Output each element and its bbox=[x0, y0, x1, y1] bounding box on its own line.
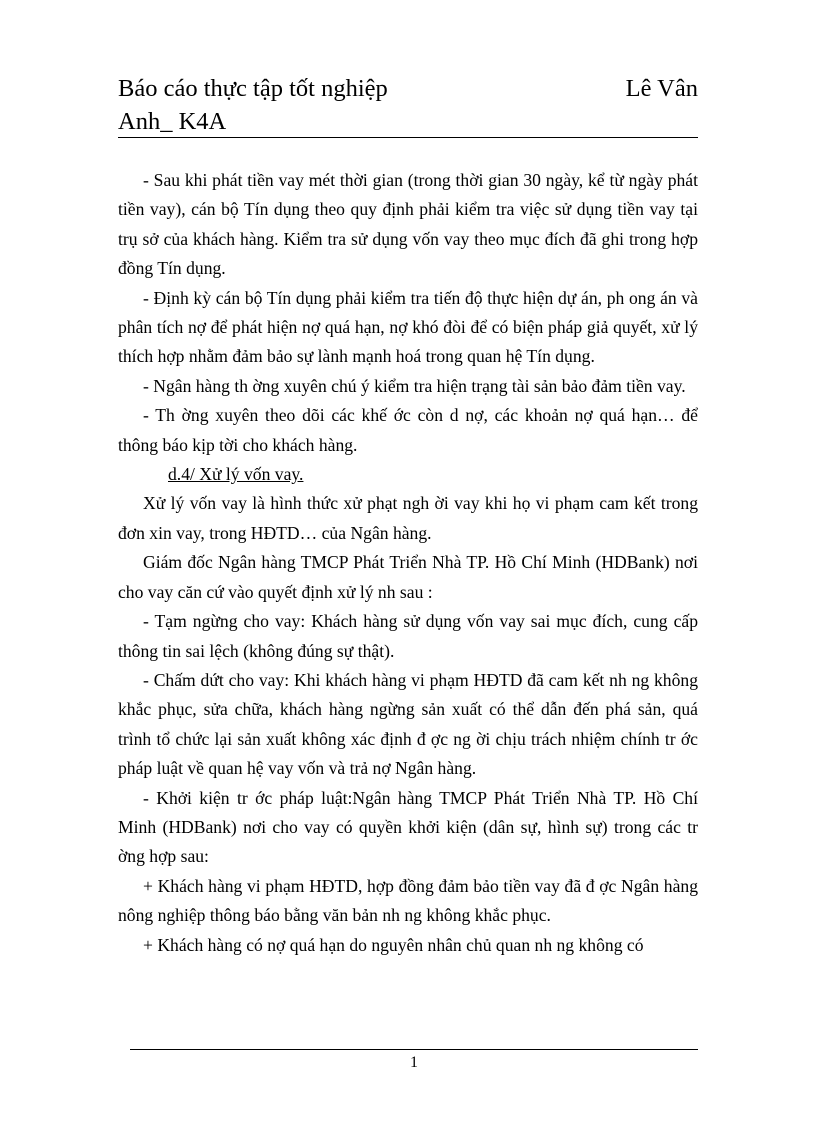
header-divider bbox=[118, 137, 698, 138]
header-line-1 bbox=[118, 72, 698, 105]
section-heading-text: d.4/ Xử lý vốn vay. bbox=[168, 464, 304, 485]
paragraph-loan-disbursement-check: - Sau khi phát tiền vay mét thời gian (trong thời gian 30 ngày, kể từ ngày phát tiền vay), cán bộ Tín dụng theo quy định phải kiểm tra việc sử dụng tiền vay tại trụ sở của khách hàng. Kiểm tra sử dụng vốn vay theo mục đích đã ghi trong hợp đồng Tín dụng. bbox=[118, 170, 698, 279]
document-body bbox=[118, 166, 698, 960]
footer-divider bbox=[130, 1049, 698, 1050]
paragraph-periodic-review: - Định kỳ cán bộ Tín dụng phải kiểm tra tiến độ thực hiện dự án, ph ong án và phân tích nợ để phát hiện nợ quá hạn, nợ khó đòi để có biện pháp giả quyết, xử lý thích hợp nhằm đảm bảo sự lành mạnh hoá trong quan hệ Tín dụng. bbox=[118, 287, 698, 367]
paragraph-debt-monitoring: - Th ờng xuyên theo dõi các khế ớc còn d nợ, các khoản nợ quá hạn… để thông báo kịp tời cho khách hàng. bbox=[118, 405, 698, 455]
header-line-2 bbox=[118, 105, 698, 138]
list-item-contract-violation: + Khách hàng vi phạm HĐTD, hợp đồng đảm bảo tiền vay đã đ ợc Ngân hàng nông nghiệp thông báo bằng văn bản nh ng không khắc phục. bbox=[118, 875, 698, 926]
paragraph-legal-action: - Khởi kiện tr ớc pháp luật:Ngân hàng TMCP Phát Triển Nhà TP. Hồ Chí Minh (HDBank) nơi cho vay có quyền khởi kiện (dân sự, hình sự) trong các tr ờng hợp sau: bbox=[118, 787, 698, 867]
report-title: Báo cáo thực tập tốt nghiệp bbox=[118, 75, 388, 102]
section-heading-loan-handling bbox=[118, 460, 698, 489]
author-name-rest: Anh_ K4A bbox=[118, 108, 227, 135]
page-header bbox=[118, 72, 698, 138]
paragraph-collateral-check: - Ngân hàng th ờng xuyên chú ý kiểm tra hiện trạng tài sản bảo đảm tiền vay. bbox=[143, 375, 686, 396]
page-number: 1 bbox=[410, 1054, 418, 1071]
list-item-overdue-debt: + Khách hàng có nợ quá hạn do nguyên nhân chủ quan nh ng không có bbox=[143, 934, 644, 955]
paragraph-terminate-lending: - Chấm dứt cho vay: Khi khách hàng vi phạm HĐTD đã cam kết nh ng không khắc phục, sửa chữa, khách hàng ngừng sản xuất có thể dẫn đến phá sản, quá trình tổ chức lại sản xuất không xác định đ ợc ng ời chịu trách nhiệm chính tr ớc pháp luật về quan hệ vay vốn và trả nợ Ngân hàng. bbox=[118, 669, 698, 779]
paragraph-loan-handling-definition: Xử lý vốn vay là hình thức xử phạt ngh ời vay khi họ vi phạm cam kết trong đơn xin vay, trong HĐTD… của Ngân hàng. bbox=[118, 493, 698, 543]
paragraph-suspend-lending: - Tạm ngừng cho vay: Khách hàng sử dụng vốn vay sai mục đích, cung cấp thông tin sai lệch (không đúng sự thật). bbox=[118, 611, 698, 661]
author-name-first: Lê Vân bbox=[625, 75, 698, 102]
paragraph-director-decision: Giám đốc Ngân hàng TMCP Phát Triển Nhà TP. Hồ Chí Minh (HDBank) nơi cho vay căn cứ vào quyết định xử lý nh sau : bbox=[118, 552, 698, 602]
